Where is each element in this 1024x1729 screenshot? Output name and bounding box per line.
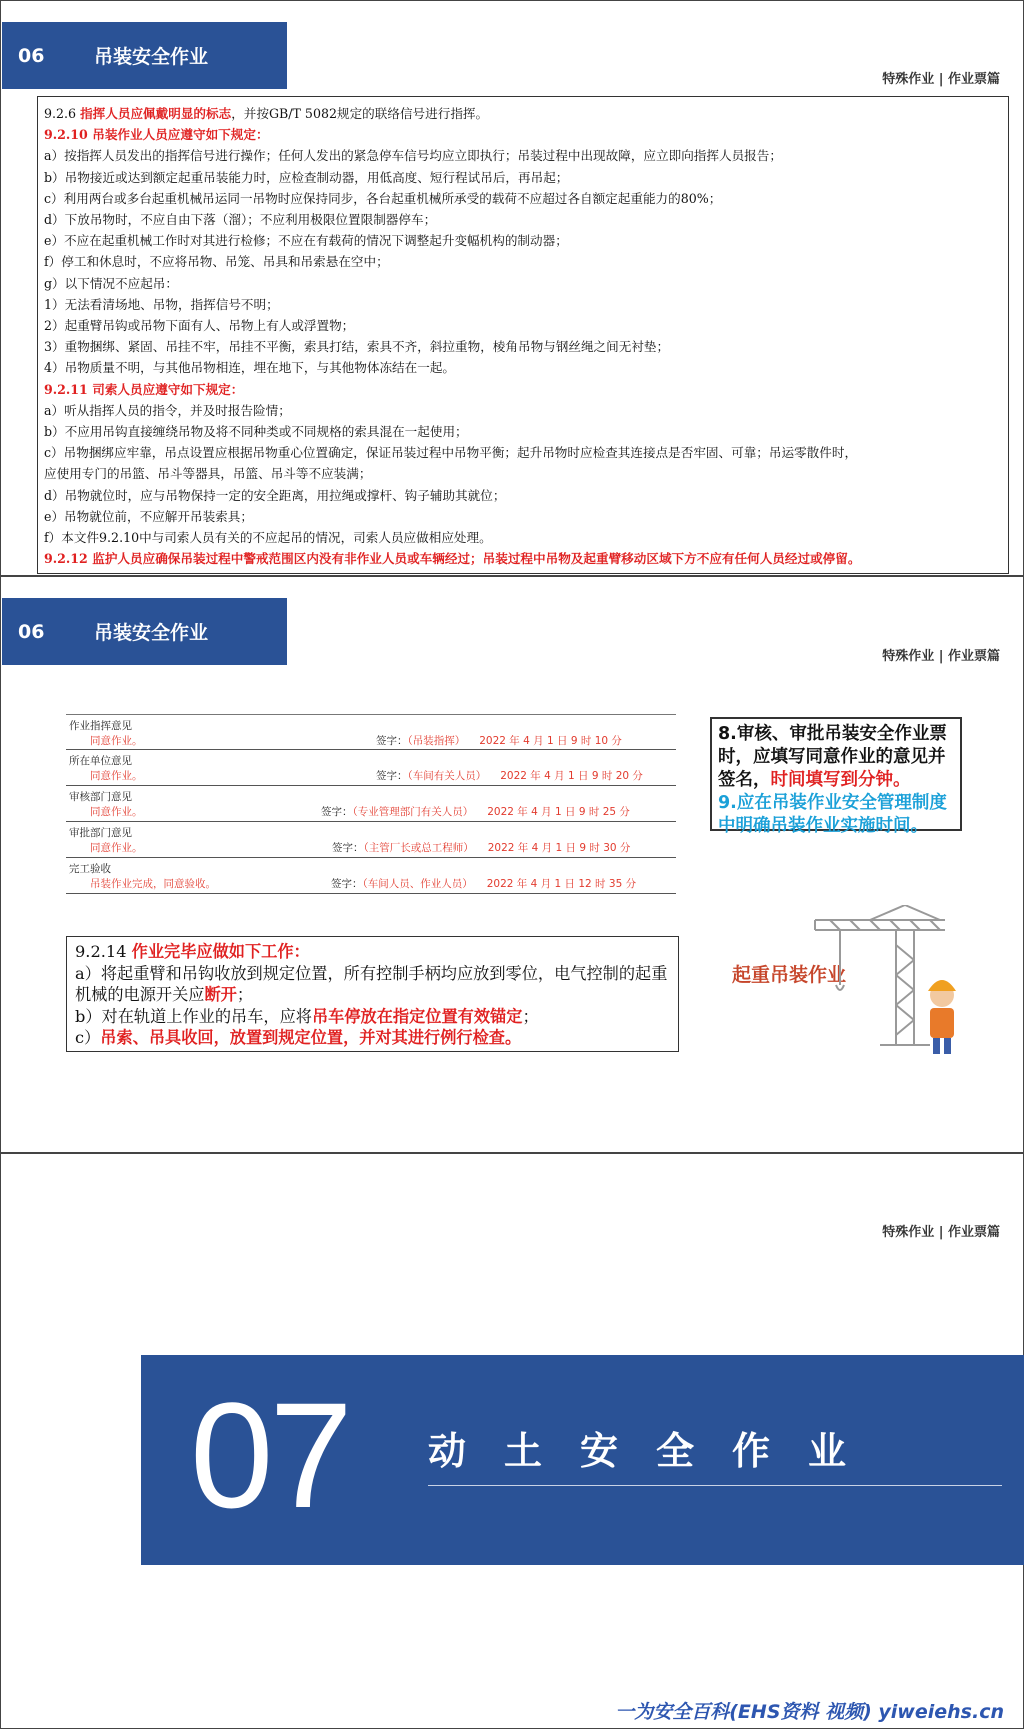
rule-text: c）利用两台或多台起重机械吊运同一吊物时应保持同步，各台起重机械所承受的载荷不应超过各自额定起重能力的80%； [44, 190, 722, 206]
rule-line [44, 421, 1002, 442]
form-signature [332, 840, 630, 855]
rule-line [44, 336, 1002, 357]
rule-line [44, 357, 1002, 378]
signature-prefix: 签字： [376, 770, 408, 782]
rule-line [44, 230, 1002, 251]
crane-illustration [720, 905, 990, 1060]
breadcrumb: 特殊作业 | 作业票篇 [882, 72, 1000, 87]
breadcrumb: 特殊作业 | 作业票篇 [882, 1225, 1000, 1240]
rule-line [44, 485, 1002, 506]
sign-date: 2022 年 4 月 1 日 12 时 35 分 [486, 878, 637, 890]
signer: （专业管理部门有关人员） [352, 806, 474, 818]
item-c-highlight: 吊索、吊具收回，放置到规定位置，并对其进行例行检查。 [100, 1028, 522, 1048]
rule-line [44, 527, 1002, 548]
section-title: 吊装安全作业 [94, 622, 209, 644]
rule-text: f）本文件9.2.10中与司索人员有关的不应起吊的情况，司索人员应做相应处理。 [44, 530, 492, 546]
rule-text: g）以下情况不应起吊： [44, 275, 178, 291]
item-a: a）将起重臂和吊钩收放到规定位置，所有控制手柄均应放到零位，电气控制的起重机械的电源开关应 [75, 963, 668, 1005]
callout-note: 9.应在吊装作业安全管理制度中明确吊装作业实施时间。 [718, 793, 947, 836]
rule-text: a）按指挥人员发出的指挥信号进行操作；任何人发出的紧急停车信号均应立即执行；吊装过程中出现故障，应立即向指挥人员报告； [44, 148, 782, 164]
signature-prefix: 签字： [321, 806, 353, 818]
callout-text: 8.审核、审批吊装安全作业票时，应填写同意作业的意见并签名， [718, 724, 947, 790]
form-row [66, 858, 676, 894]
rule-text: e）不应在起重机械工作时对其进行检修；不应在有载荷的情况下调整起升变幅机构的制动器； [44, 233, 568, 249]
form-opinion: 同意作业。 [90, 770, 143, 782]
rule-text: 4）吊物质量不明，与其他吊物相连，埋在地下，与其他物体冻结在一起。 [44, 360, 456, 376]
rule-text: ，并按GB/T 5082规定的联络信号进行指挥。 [231, 106, 489, 121]
sign-date: 2022 年 4 月 1 日 9 时 10 分 [479, 735, 622, 747]
signer: （车间人员、作业人员） [362, 878, 473, 890]
form-label: 作业指挥意见 [69, 720, 132, 732]
rule-line [44, 188, 1002, 209]
rule-line [44, 294, 1002, 315]
rule-highlight: 吊装作业人员应遵守如下规定： [92, 127, 269, 143]
rule-line [44, 251, 1002, 272]
rule-text: d）下放吊物时，不应自由下落（溜）；不应利用极限位置限制器停车； [44, 212, 437, 228]
rule-line [44, 400, 1002, 421]
rule-line [44, 167, 1002, 188]
section-header [2, 598, 287, 665]
signature-prefix: 签字： [332, 842, 364, 854]
approval-callout [710, 717, 962, 836]
sign-date: 2022 年 4 月 1 日 9 时 20 分 [500, 770, 643, 782]
signer: （主管厂长或总工程师） [363, 842, 474, 854]
clause-number: 9.2.14 [75, 942, 132, 961]
signature-prefix: 签字： [376, 735, 408, 747]
section-header [2, 22, 287, 89]
rule-text: 1）无法看清场地、吊物，指挥信号不明； [44, 296, 279, 312]
form-opinion: 同意作业。 [90, 735, 143, 747]
section-number: 06 [18, 620, 45, 643]
rule-line [44, 124, 1002, 145]
item-b: b）对在轨道上作业的吊车，应将 [75, 1006, 312, 1026]
rule-text: c）吊物捆绑应牢靠，吊点设置应根据吊物重心位置确定，保证吊装过程中吊物平衡；起升吊物时应检查其连接点是否牢固、可靠；吊运零散件时， [44, 445, 858, 461]
rule-text: b）不应用吊钩直接缠绕吊物及将不同种类或不同规格的索具混在一起使用； [44, 424, 468, 440]
rule-line [44, 506, 1002, 527]
rule-line [44, 209, 1002, 230]
rule-line [44, 548, 1002, 569]
rule-highlight: 9.2.10 [44, 127, 93, 143]
completion-box [66, 936, 679, 1052]
form-row [66, 750, 676, 786]
divider [428, 1485, 1002, 1486]
section-title: 吊装安全作业 [94, 46, 209, 68]
form-row [66, 822, 676, 858]
rule-text: 2）起重臂吊钩或吊物下面有人、吊物上有人或浮置物； [44, 318, 355, 334]
form-row [66, 714, 676, 750]
item-b-end: ； [522, 1006, 539, 1026]
form-label: 所在单位意见 [69, 755, 132, 767]
rule-line [44, 103, 1002, 124]
rule-highlight: 监护人员应确保吊装过程中警戒范围区内没有非作业人员或车辆经过；吊装过程中吊物及起重臂移动区域下方不应有任何人员经过或停留。 [92, 551, 861, 567]
rule-highlight: 司索人员应遵守如下规定： [92, 381, 244, 397]
form-signature [321, 804, 630, 819]
rule-text: a）听从指挥人员的指令，并及时报告险情； [44, 402, 291, 418]
crane-label: 起重吊装作业 [732, 964, 847, 986]
rule-text: 3）重物捆绑、紧固、吊挂不牢，吊挂不平衡，索具打结，索具不齐，斜拉重物，棱角吊物与钢丝绳之间无衬垫； [44, 339, 670, 355]
rule-text: 9.2.6 [44, 106, 81, 121]
crane-icon [720, 905, 990, 1060]
signature-prefix: 签字： [331, 878, 363, 890]
sign-date: 2022 年 4 月 1 日 9 时 30 分 [487, 842, 631, 854]
sign-date: 2022 年 4 月 1 日 9 时 25 分 [487, 806, 630, 818]
rule-line [44, 442, 1002, 463]
rule-highlight: 9.2.11 [44, 381, 93, 397]
rule-text: d）吊物就位时，应与吊物保持一定的安全距离，用拉绳或撑杆、钩子辅助其就位； [44, 487, 506, 503]
form-opinion: 吊装作业完成，同意验收。 [90, 878, 216, 890]
form-signature [376, 768, 643, 783]
rule-highlight: 指挥人员应佩戴明显的标志 [80, 106, 232, 121]
breadcrumb: 特殊作业 | 作业票篇 [882, 649, 1000, 664]
form-label: 审核部门意见 [69, 791, 132, 803]
signer: （吊装指挥） [407, 735, 466, 747]
form-signature [376, 733, 622, 748]
section-number: 06 [18, 44, 45, 67]
rule-line [44, 463, 1002, 484]
footer-watermark[interactable]: 一为安全百科(EHS资料 视频) yiweiehs.cn [615, 1701, 1004, 1723]
rule-text: b）吊物接近或达到额定起重吊装能力时，应检查制动器，用低高度、短行程试吊后，再吊起； [44, 169, 569, 185]
permit-form [66, 714, 676, 894]
form-row [66, 786, 676, 822]
rule-line [44, 145, 1002, 166]
rule-line [44, 315, 1002, 336]
cover-section-number: 07 [190, 1371, 349, 1539]
rule-line [44, 273, 1002, 294]
item-a-highlight: 断开 [204, 985, 237, 1005]
item-b-highlight: 吊车停放在指定位置有效锚定 [312, 1006, 523, 1026]
form-signature [331, 876, 636, 891]
form-label: 审批部门意见 [69, 827, 132, 839]
rule-text: 应使用专门的吊篮、吊斗等器具，吊篮、吊斗等不应装满； [44, 466, 372, 482]
rule-line [44, 379, 1002, 400]
rule-text: f）停工和休息时，不应将吊物、吊笼、吊具和吊索悬在空中； [44, 254, 389, 270]
callout-highlight: 时间填写到分钟。 [770, 770, 911, 790]
clause-title: 作业完毕应做如下工作： [131, 942, 310, 961]
cover-section-title: 动土安全作业 [428, 1429, 885, 1473]
form-opinion: 同意作业。 [90, 806, 143, 818]
item-a-end: ； [236, 985, 254, 1005]
item-c: c） [75, 1028, 101, 1048]
signer: （车间有关人员） [407, 770, 487, 782]
rule-text: e）吊物就位前，不应解开吊装索具； [44, 508, 253, 524]
form-label: 完工验收 [69, 863, 111, 875]
rules-text-box [37, 96, 1009, 574]
form-opinion: 同意作业。 [90, 842, 143, 854]
rule-highlight: 9.2.12 [44, 551, 93, 567]
